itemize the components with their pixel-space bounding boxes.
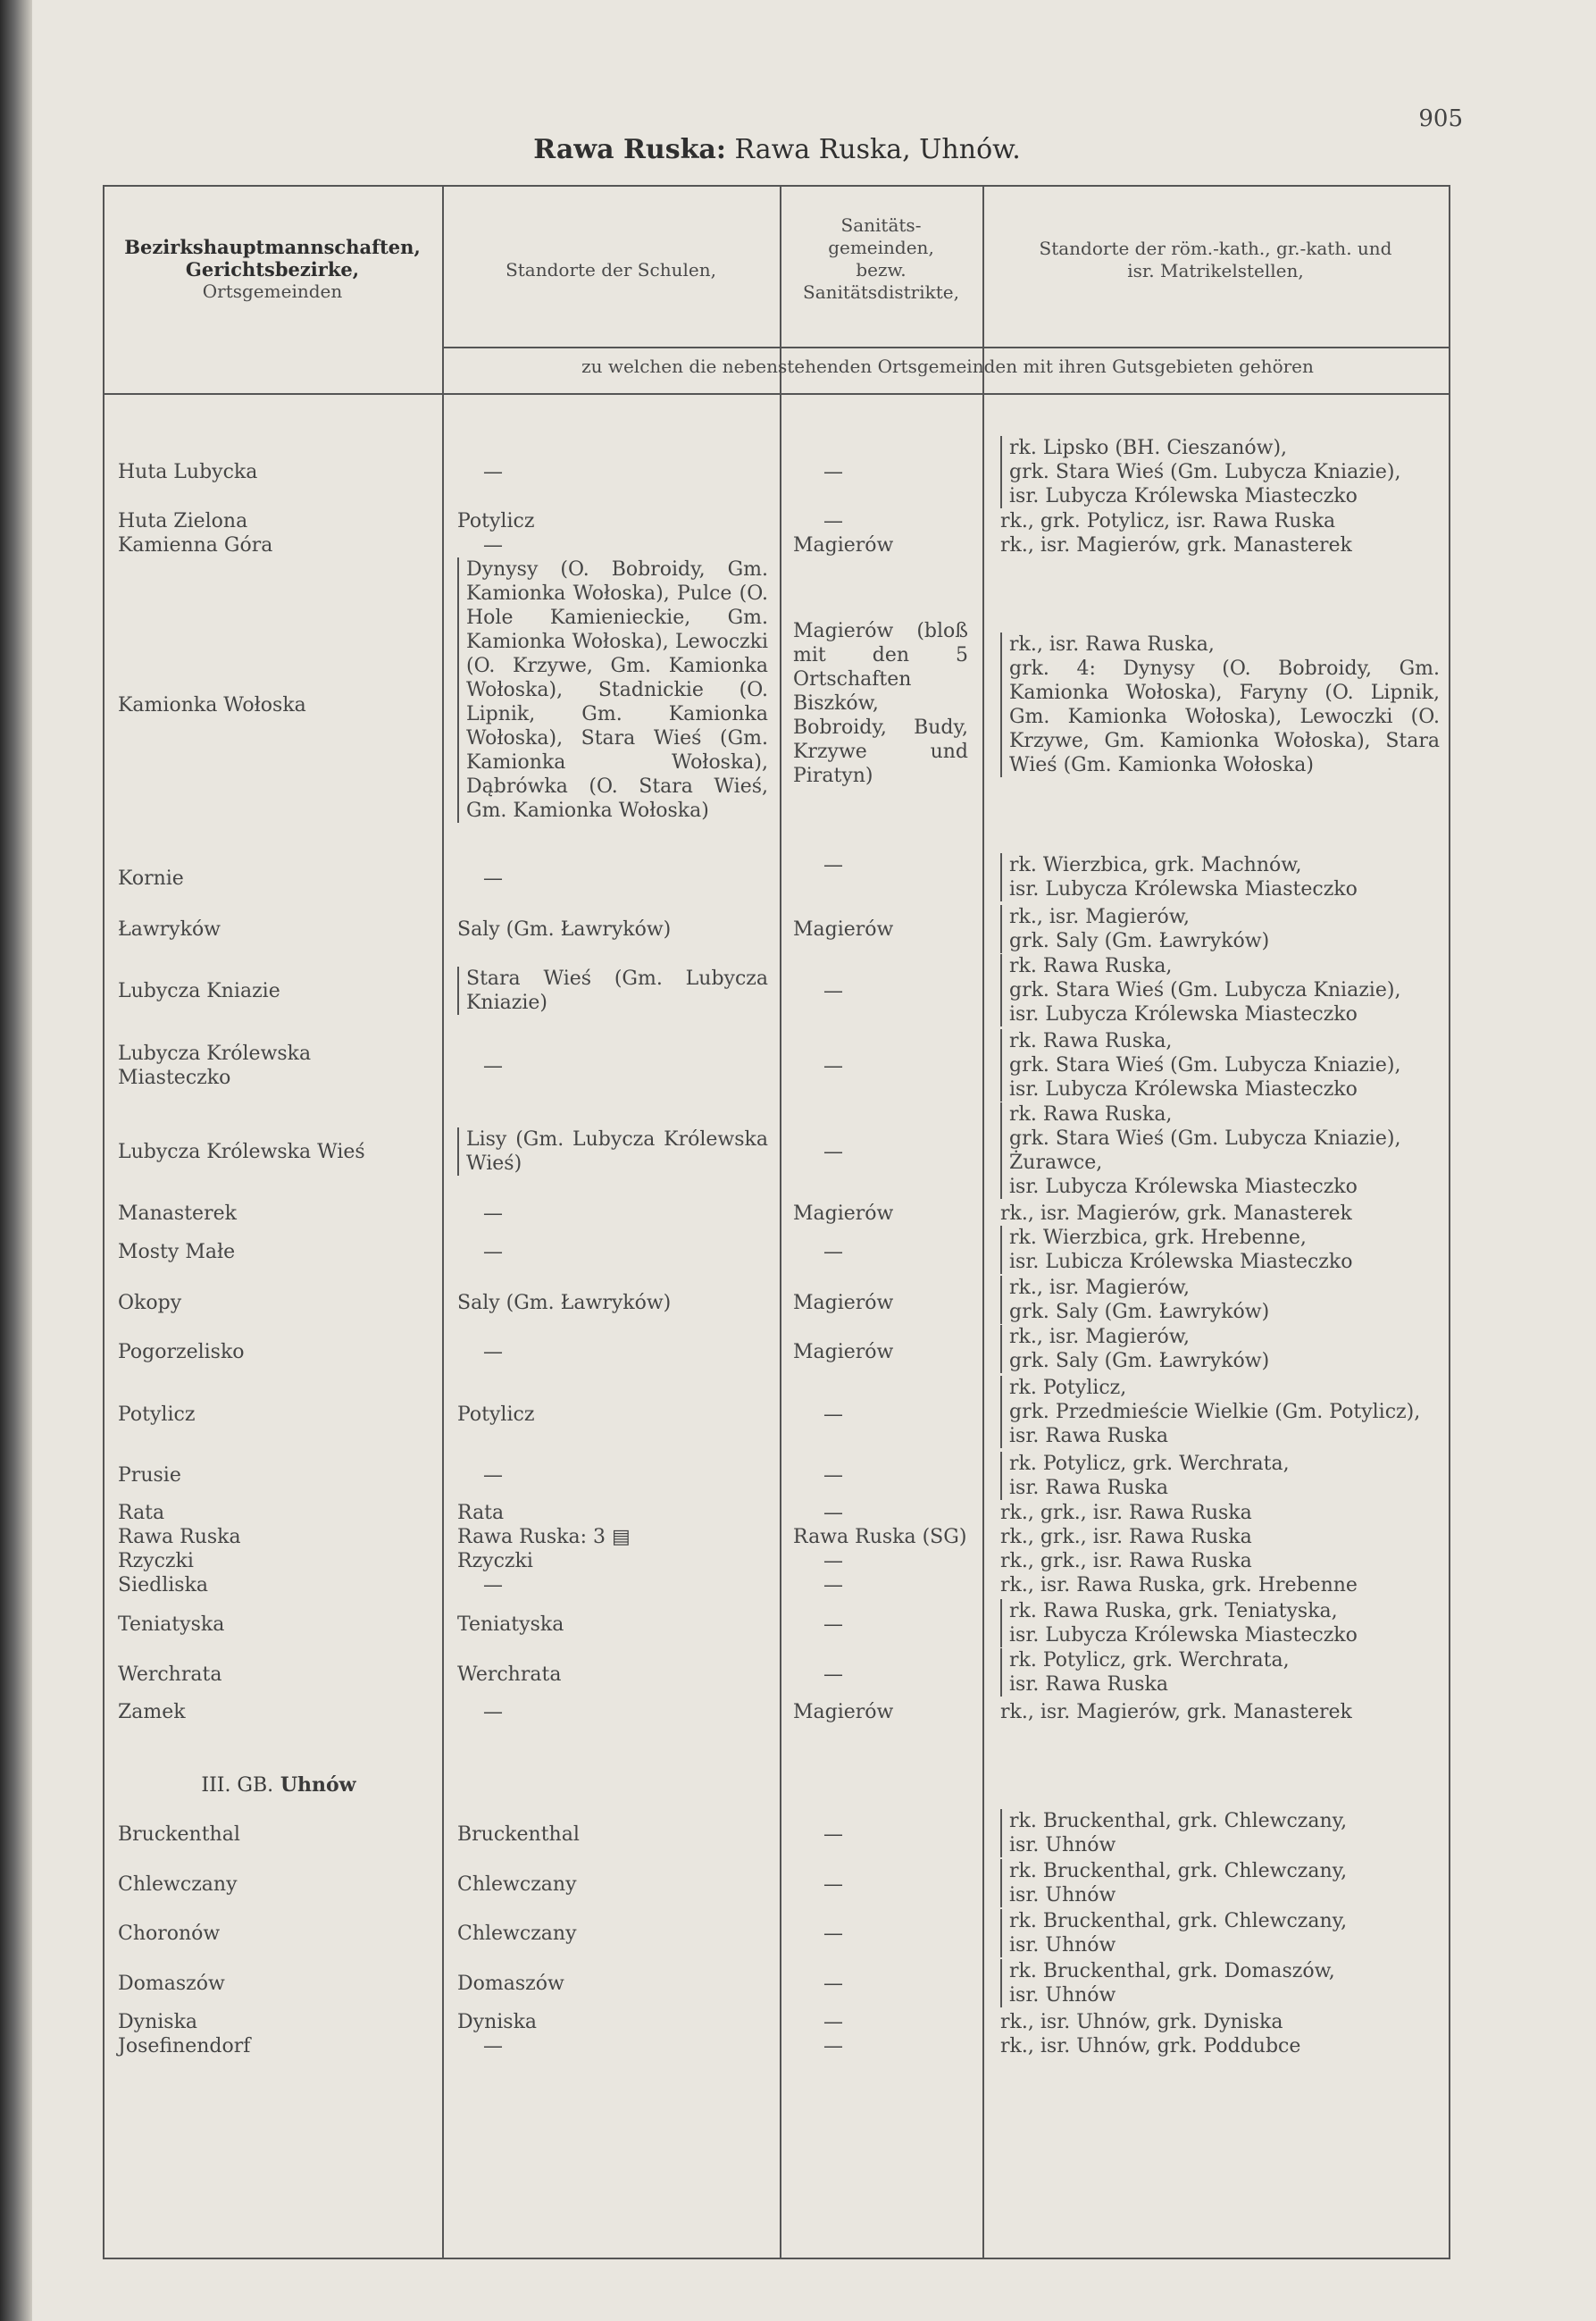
header-col0-line3: Ortsgemeinden (202, 281, 343, 302)
schule-cell: Teniatyska (457, 1613, 564, 1636)
gemeinde-cell: Bruckenthal (118, 1823, 240, 1846)
gemeinde-cell: Teniatyska (118, 1613, 225, 1636)
schule-cell: Chlewczany (457, 1873, 577, 1896)
sanitaet-cell: — (823, 1923, 843, 1945)
gemeinde-cell: Manasterek (118, 1202, 237, 1225)
gemeinde-cell: Okopy (118, 1292, 182, 1314)
matrikel-cell: rk. Bruckenthal, grk. Domaszów, isr. Uhnów (1000, 1959, 1465, 2007)
gemeinde-cell: Pogorzelisko (118, 1341, 245, 1363)
sanitaet-cell: — (823, 1502, 843, 1524)
schule-cell: Werchrata (457, 1663, 562, 1686)
running-head (357, 134, 1197, 165)
schule-cell: — (483, 1701, 503, 1723)
schule-cell: Saly (Gm. Ławryków) (457, 918, 672, 941)
gemeinde-cell: Choronów (118, 1923, 221, 1945)
gemeinde-cell: Zamek (118, 1701, 186, 1723)
header-span-caption: zu welchen die nebenstehenden Ortsgemeinden mit ihren Gutsgebieten gehören (581, 356, 1314, 377)
gemeinde-cell: Ławryków (118, 918, 221, 941)
matrikel-cell: rk., isr. Magierów, grk. Saly (Gm. Ławryków) (1000, 1325, 1465, 1373)
matrikel-cell: rk., isr. Magierów, grk. Manasterek (1000, 1701, 1352, 1723)
gemeinde-cell: Huta Lubycka (118, 461, 258, 483)
section-title-uhnow (118, 1773, 439, 1797)
matrikel-cell: rk. Wierzbica, grk. Hrebenne, isr. Lubicza Królewska Miasteczko (1000, 1226, 1465, 1274)
page-number: 905 (1418, 105, 1463, 132)
schule-cell: Dyniska (457, 2011, 538, 2033)
gemeinde-cell: Lubycza Kniazie (118, 980, 280, 1002)
matrikel-cell: rk. Rawa Ruska, grk. Stara Wieś (Gm. Lubycza Kniazie), isr. Lubycza Królewska Miasteczko (1000, 954, 1465, 1026)
sanitaet-cell: Magierów (793, 1202, 894, 1225)
schule-cell: Rzyczki (457, 1550, 533, 1572)
matrikel-cell: rk., isr. Magierów, grk. Saly (Gm. Ławryków) (1000, 905, 1465, 953)
sanitaet-cell: — (823, 1403, 843, 1426)
matrikel-cell: rk. Lipsko (BH. Cieszanów), grk. Stara Wieś (Gm. Lubycza Kniazie), isr. Lubycza Królewska Miasteczko (1000, 436, 1465, 508)
gemeinde-cell: Lubycza Królewska Wieś (118, 1141, 365, 1163)
header-col2-line3: bezw. (856, 259, 907, 281)
header-col2-line2: gemeinden, (828, 237, 934, 258)
schule-cell: Potylicz (457, 510, 535, 532)
sanitaet-cell: — (823, 2011, 843, 2033)
schule-cell: — (483, 1574, 503, 1596)
matrikel-cell: rk., isr. Rawa Ruska, grk. Hrebenne (1000, 1574, 1358, 1596)
schule-cell: Potylicz (457, 1403, 535, 1426)
running-head-rest: Rawa Ruska, Uhnów. (725, 134, 1021, 165)
column-rule-2 (780, 185, 781, 2258)
header-col2-line1: Sanitäts- (840, 214, 922, 236)
sanitaet-cell: — (823, 1574, 843, 1596)
matrikel-cell: rk., isr. Magierów, grk. Saly (Gm. Ławryków) (1000, 1276, 1465, 1324)
sanitaet-cell: — (823, 1464, 843, 1487)
gemeinde-cell: Chlewczany (118, 1873, 238, 1896)
sanitaet-cell: — (823, 1613, 843, 1636)
gemeinde-cell: Potylicz (118, 1403, 196, 1426)
matrikel-cell: rk. Bruckenthal, grk. Chlewczany, isr. Uhnów (1000, 1859, 1465, 1907)
matrikel-cell: rk. Wierzbica, grk. Machnów, isr. Lubycza Królewska Miasteczko (1000, 853, 1465, 901)
matrikel-cell: rk., grk. Potylicz, isr. Rawa Ruska (1000, 510, 1336, 532)
matrikel-cell: rk. Bruckenthal, grk. Chlewczany, isr. Uhnów (1000, 1809, 1465, 1857)
header-col-schulen (444, 259, 778, 281)
gemeinde-cell: Domaszów (118, 1973, 225, 1995)
schule-cell: — (483, 534, 503, 557)
section-title-name: Uhnów (273, 1773, 356, 1797)
schule-cell: Rata (457, 1502, 505, 1524)
sanitaet-cell: Magierów (bloß mit den 5 Ortschaften Biszków, Bobroidy, Budy, Krzywe und Piratyn) (793, 620, 968, 787)
gemeinde-cell: Kornie (118, 867, 184, 890)
sanitaet-cell: — (823, 1823, 843, 1846)
schule-cell: — (483, 1202, 503, 1225)
header-bottom-rule (103, 393, 1449, 395)
sanitaet-cell: — (823, 980, 843, 1002)
matrikel-cell: rk. Potylicz, grk. Werchrata, isr. Rawa Ruska (1000, 1452, 1465, 1500)
schule-cell: — (483, 461, 503, 483)
sanitaet-cell: — (823, 1873, 843, 1896)
sanitaet-cell: — (823, 510, 843, 532)
sanitaet-cell: — (823, 1241, 843, 1263)
sanitaet-cell: — (823, 1141, 843, 1163)
sanitaet-cell: Magierów (793, 1292, 894, 1314)
book-spine (0, 0, 32, 2321)
sanitaet-cell: — (823, 2035, 843, 2057)
schule-cell: Domaszów (457, 1973, 564, 1995)
gemeinde-cell: Rzyczki (118, 1550, 194, 1572)
gemeinde-cell: Mosty Małe (118, 1241, 236, 1263)
column-rule-1-header-gap (442, 347, 444, 348)
gemeinde-cell: Huta Zielona (118, 510, 248, 532)
header-col3-line1: Standorte der röm.-kath., gr.-kath. und (1039, 238, 1392, 259)
schule-cell: — (483, 1055, 503, 1077)
header-col0-line1: Bezirkshauptmannschaften, (124, 236, 421, 258)
schule-cell: — (483, 1241, 503, 1263)
sanitaet-cell: — (823, 1973, 843, 1995)
schule-cell: Lisy (Gm. Lubycza Królewska Wieś) (457, 1127, 768, 1176)
sanitaet-cell: Rawa Ruska (SG) (793, 1526, 967, 1548)
schule-cell: — (483, 1464, 503, 1487)
header-col2-line4: Sanitätsdistrikte, (803, 281, 959, 303)
schule-cell: Stara Wieś (Gm. Lubycza Kniazie) (457, 967, 768, 1015)
schule-cell: Chlewczany (457, 1923, 577, 1945)
gemeinde-cell: Werchrata (118, 1663, 222, 1686)
gemeinde-cell: Siedliska (118, 1574, 209, 1596)
gemeinde-cell: Rata (118, 1502, 165, 1524)
matrikel-cell: rk. Potylicz, grk. Werchrata, isr. Rawa Ruska (1000, 1648, 1465, 1697)
sanitaet-cell: — (823, 1550, 843, 1572)
matrikel-cell: rk., isr. Uhnów, grk. Poddubce (1000, 2035, 1301, 2057)
column-rule-3 (982, 185, 984, 2258)
header-col0-line2: Gerichtsbezirke, (185, 258, 360, 281)
header-col-matrikel (984, 238, 1447, 282)
gemeinde-cell: Josefinendorf (118, 2035, 251, 2057)
schule-cell: — (483, 1341, 503, 1363)
schule-cell: Bruckenthal (457, 1823, 580, 1846)
matrikel-cell: rk., grk., isr. Rawa Ruska (1000, 1502, 1252, 1524)
schule-cell: — (483, 867, 503, 890)
gemeinde-cell: Dyniska (118, 2011, 198, 2033)
running-head-bold: Rawa Ruska: (533, 134, 726, 165)
sanitaet-cell: — (823, 1055, 843, 1077)
schule-cell: Dynysy (O. Bobroidy, Gm. Kamionka Wołoska), Pulce (O. Hole Kamienieckie, Gm. Kamionka Wołoska), Lewoczki (O. Krzywe, Gm. Kamionka Wołoska), Stadnickie (O. Lipnik, Gm. Kamionka Wołoska), Stara Wieś (Gm. Kamionka Wołoska), Dąbrówka (O. Stara Wieś, Gm. Kamionka Wołoska) (457, 557, 768, 823)
matrikel-cell: rk. Bruckenthal, grk. Chlewczany, isr. Uhnów (1000, 1909, 1465, 1957)
matrikel-cell: rk., isr. Magierów, grk. Manasterek (1000, 1202, 1352, 1225)
gemeinde-cell: Rawa Ruska (118, 1526, 241, 1548)
matrikel-cell: rk., grk., isr. Rawa Ruska (1000, 1550, 1252, 1572)
schule-cell: Rawa Ruska: 3 ▤ (457, 1526, 631, 1548)
sanitaet-cell: — (823, 854, 843, 876)
schule-cell: — (483, 2035, 503, 2057)
sanitaet-cell: Magierów (793, 1701, 894, 1723)
header-col3-line2: isr. Matrikelstellen, (1127, 260, 1304, 281)
matrikel-cell: rk. Rawa Ruska, grk. Stara Wieś (Gm. Lubycza Kniazie), Żurawce, isr. Lubycza Królewska Miasteczko (1000, 1102, 1465, 1199)
header-col1: Standorte der Schulen, (506, 259, 716, 281)
matrikel-cell: rk. Rawa Ruska, grk. Stara Wieś (Gm. Lubycza Kniazie), isr. Lubycza Królewska Miasteczko (1000, 1029, 1465, 1102)
header-span-rule (442, 347, 1449, 348)
section-title-prefix: III. GB. (201, 1774, 274, 1797)
sanitaet-cell: — (823, 461, 843, 483)
gemeinde-cell: Kamienna Góra (118, 534, 273, 557)
gemeinde-cell: Kamionka Wołoska (118, 694, 306, 716)
sanitaet-cell: Magierów (793, 534, 894, 557)
matrikel-cell: rk. Rawa Ruska, grk. Teniatyska, isr. Lubycza Królewska Miasteczko (1000, 1599, 1465, 1647)
sanitaet-cell: Magierów (793, 1341, 894, 1363)
gemeinde-cell: Lubycza Królewska Miasteczko (118, 1043, 312, 1089)
matrikel-cell: rk., grk., isr. Rawa Ruska (1000, 1526, 1252, 1548)
matrikel-cell: rk., isr. Magierów, grk. Manasterek (1000, 534, 1352, 557)
matrikel-cell: rk. Potylicz, grk. Przedmieście Wielkie (Gm. Potylicz), isr. Rawa Ruska (1000, 1376, 1465, 1448)
matrikel-cell: rk., isr. Uhnów, grk. Dyniska (1000, 2011, 1283, 2033)
sanitaet-cell: — (823, 1663, 843, 1686)
gemeinde-cell: Prusie (118, 1464, 181, 1487)
header-col-gemeinden (104, 236, 440, 303)
sanitaet-cell: Magierów (793, 918, 894, 941)
header-col-sanitaet (781, 214, 981, 304)
matrikel-cell: rk., isr. Rawa Ruska, grk. 4: Dynysy (O. Bobroidy, Gm. Kamionka Wołoska), Faryny (O. Lipnik, Gm. Kamionka Wołoska), Lewoczki (O. Krzywe, Gm. Kamionka Wołoska), Stara Wieś (Gm. Kamionka Wołoska) (1000, 633, 1440, 777)
schule-cell: Saly (Gm. Ławryków) (457, 1292, 672, 1314)
column-rule-1 (442, 185, 444, 2258)
